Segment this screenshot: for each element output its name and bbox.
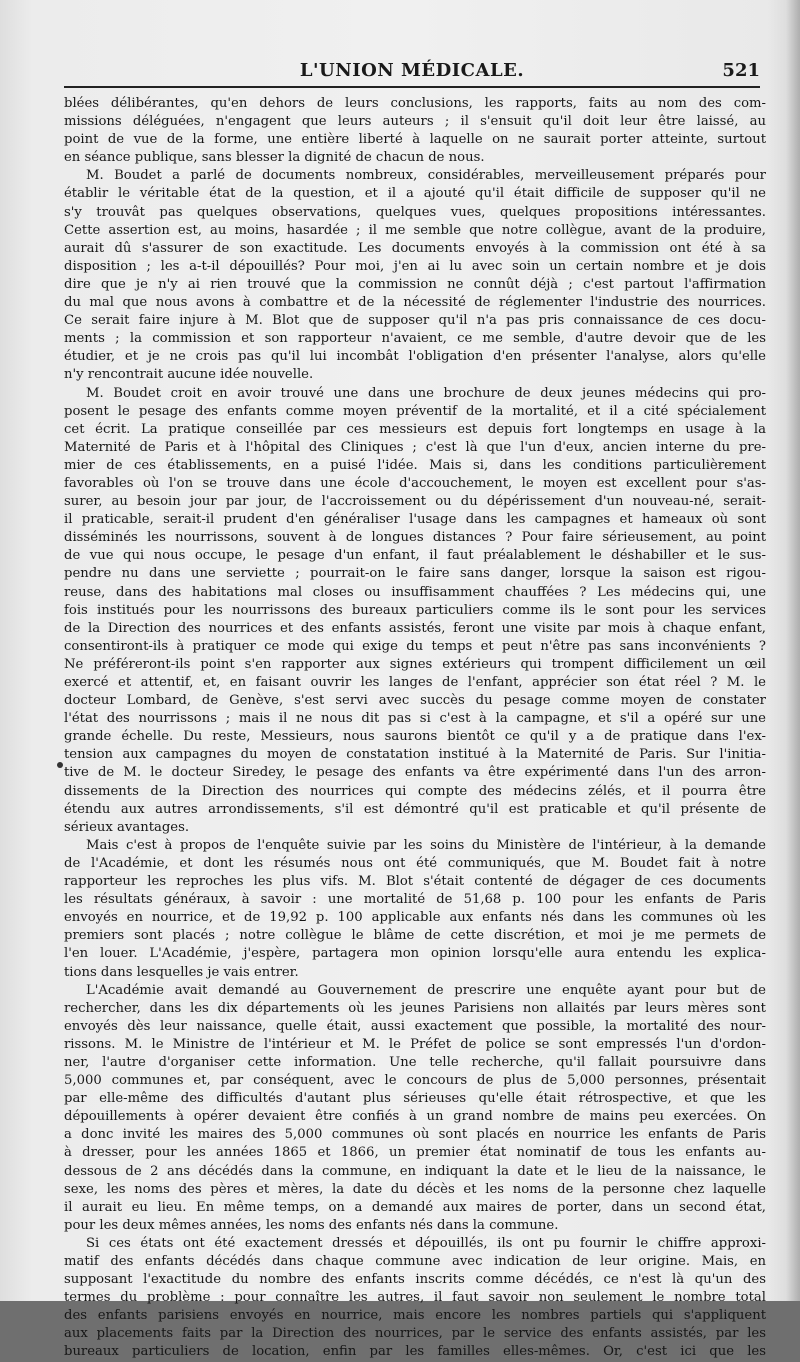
- text-line: tions dans lesquelles je vais entrer.: [64, 964, 299, 980]
- text-line: l'en louer. L'Académie, j'espère, partagera mon opinion lorsqu'elle aura entendu les explica-: [64, 946, 766, 962]
- text-line: envoyés en nourrice, et de 19,92 p. 100 applicable aux enfants nés dans les communes où les: [64, 910, 766, 926]
- text-line: disposition ; les a-t-il dépouillés? Pour moi, j'en ai lu avec soin un certain nombre et je dois: [64, 258, 766, 274]
- text-line: a donc invité les maires des 5,000 communes où sont placés en nourrice les enfants de Paris: [64, 1127, 766, 1143]
- page-edge-shadow: [786, 0, 800, 1301]
- text-line: L'Académie avait demandé au Gouvernement de prescrire une enquête ayant pour but de: [86, 982, 766, 998]
- text-line: établir le véritable état de la question, et il a ajouté qu'il était difficile de supposer qu'il ne: [64, 186, 766, 202]
- text-line: aurait dû s'assurer de son exactitude. Les documents envoyés à la commission ont été à sa: [64, 240, 766, 256]
- text-line: missions déléguées, n'engagent que leurs auteurs ; il s'ensuit qu'il doit leur être laissé, au: [64, 114, 766, 130]
- text-line: il praticable, serait-il prudent d'en généraliser l'usage dans les campagnes et hameaux où sont: [64, 512, 766, 528]
- text-line: dissements de la Direction des nourrices qui compte des médecins zélés, et il pourra être: [64, 783, 766, 799]
- text-line: s'y trouvât pas quelques observations, quelques vues, quelques propositions intéressantes.: [64, 204, 766, 220]
- text-line: rechercher, dans les dix départements où les jeunes Parisiens non allaités par leurs mères sont: [64, 1000, 766, 1016]
- text-line: Ne préféreront-ils point s'en rapporter aux signes extérieurs qui trompent difficilement un œil: [64, 656, 766, 672]
- text-line: blées délibérantes, qu'en dehors de leurs conclusions, les rapports, faits au nom des com-: [64, 96, 766, 111]
- text-line: par elle-même des difficultés d'autant plus sérieuses qu'elle était rétrospective, et que les: [64, 1091, 766, 1107]
- text-line: étendu aux autres arrondissements, s'il est démontré qu'il est praticable et qu'il présente de: [64, 801, 766, 817]
- text-line: dire que je n'y ai rien trouvé que la commission ne connût déjà ; c'est partout l'affirmation: [64, 276, 766, 292]
- text-line: des enfants parisiens envoyés en nourrice, mais encore les nombres partiels qui s'appliquent: [64, 1308, 766, 1324]
- text-line: ments ; la commission et son rapporteur n'avaient, ce me semble, d'autre devoir que de les: [64, 331, 766, 347]
- text-line: de l'Académie, et dont les résumés nous ont été communiqués, que M. Boudet fait à notre: [64, 855, 766, 871]
- text-line: envoyés dès leur naissance, quelle était, aussi exactement que possible, la mortalité des nour-: [64, 1018, 766, 1034]
- text-line: termes du problème : pour connaître les autres, il faut savoir non seulement le nombre total: [64, 1290, 766, 1306]
- page-number: 521: [722, 60, 760, 81]
- text-line: il aurait eu lieu. En même temps, on a demandé aux maires de porter, dans un second état,: [64, 1199, 766, 1215]
- text-line: l'état des nourrissons ; mais il ne nous dit pas si c'est à la campagne, et s'il a opéré sur une: [64, 711, 766, 727]
- text-line: Cette assertion est, au moins, hasardée ; il me semble que notre collègue, avant de la produire,: [64, 222, 766, 238]
- text-line: fois institués pour les nourrissons des bureaux particuliers comme ils le sont pour les services: [64, 602, 766, 618]
- text-line: Si ces états ont été exactement dressés et dépouillés, ils ont pu fournir le chiffre approxi-: [86, 1235, 766, 1251]
- text-line: en séance publique, sans blesser la dignité de chacun de nous.: [64, 150, 485, 166]
- text-line: ner, l'autre d'organiser cette information. Une telle recherche, qu'il fallait poursuivre dans: [64, 1054, 766, 1070]
- text-line: n'y rencontrait aucune idée nouvelle.: [64, 367, 314, 383]
- text-line: point de vue de la forme, une entière liberté à laquelle on ne saurait porter atteinte, surtout: [64, 132, 766, 148]
- page-header: [64, 60, 760, 88]
- text-line: Maternité de Paris et à l'hôpital des Cliniques ; c'est là que l'un d'eux, ancien interne du pre-: [64, 439, 766, 455]
- text-line: reuse, dans des habitations mal closes ou insuffisamment chauffées ? Les médecins qui, une: [64, 584, 766, 600]
- text-line: les résultats généraux, à savoir : une mortalité de 51,68 p. 100 pour les enfants de Paris: [64, 892, 766, 908]
- text-line: pour les deux mêmes années, les noms des enfants nés dans la commune.: [64, 1217, 559, 1233]
- text-line: du mal que nous avons à combattre et de la nécessité de réglementer l'industrie des nourrices.: [64, 295, 766, 311]
- text-line: exercé et attentif, et, en faisant ouvrir les langes de l'enfant, apprécier son état réel ? M. le: [64, 675, 766, 690]
- text-line: posent le pesage des enfants comme moyen préventif de la mortalité, et il a cité spécialement: [64, 403, 766, 419]
- text-line: supposant l'exactitude du nombre des enfants inscrits comme décédés, ce n'est là qu'un des: [64, 1272, 766, 1288]
- text-line: Mais c'est à propos de l'enquête suivie par les soins du Ministère de l'intérieur, à la demande: [86, 837, 766, 853]
- text-line: docteur Lombard, de Genève, s'est servi avec succès du pesage comme moyen de constater: [64, 693, 766, 709]
- text-line: dessous de 2 ans décédés dans la commune, en indiquant la date et le lieu de la naissance, le: [64, 1163, 766, 1179]
- text-line: 5,000 communes et, par conséquent, avec le concours de plus de 5,000 personnes, présentait: [64, 1073, 766, 1089]
- margin-dot-mark: [57, 762, 63, 768]
- text-line: pendre nu dans une serviette ; pourrait-on le faire sans danger, lorsque la saison est rigou-: [64, 566, 766, 582]
- body-text: [64, 95, 766, 1362]
- text-line: de vue qui nous occupe, le pesage d'un enfant, il faut préalablement le déshabiller et le sus-: [64, 548, 766, 564]
- text-line: aux placements faits par la Direction des nourrices, par le service des enfants assistés, par les: [64, 1326, 766, 1342]
- text-line: bureaux particuliers de location, enfin par les familles elles-mêmes. Or, c'est ici que les: [64, 1344, 766, 1360]
- text-line: sexe, les noms des pères et mères, la date du décès et les noms de la personne chez laquelle: [64, 1181, 766, 1197]
- text-line: de la Direction des nourrices et des enfants assistés, feront une visite par mois à chaque enfant,: [64, 620, 766, 636]
- text-line: étudier, et je ne crois pas qu'il lui incombât l'obligation d'en présenter l'analyse, alors qu'elle: [64, 349, 766, 365]
- text-line: dépouillements à opérer devaient être confiés à un grand nombre de mains peu exercées. On: [64, 1109, 766, 1125]
- text-line: M. Boudet a parlé de documents nombreux, considérables, merveilleusement préparés pour: [86, 168, 766, 184]
- text-line: disséminés les nourrissons, souvent à de longues distances ? Pour faire sérieusement, au point: [64, 530, 766, 546]
- text-line: Ce serait faire injure à M. Blot que de supposer qu'il n'a pas pris connaissance de ces docu-: [64, 313, 766, 329]
- text-line: matif des enfants décédés dans chaque commune avec indication de leur origine. Mais, en: [64, 1254, 766, 1269]
- text-line: sérieux avantages.: [64, 819, 190, 835]
- running-title: L'UNION MÉDICALE.: [299, 60, 525, 81]
- text-line: surer, au besoin jour par jour, de l'accroissement ou du dépérissement d'un nouveau-né, serait-: [64, 494, 766, 510]
- text-line: mier de ces établissements, en a puisé l'idée. Mais si, dans les conditions particulièrement: [64, 457, 766, 473]
- text-line: cet écrit. La pratique conseillée par ces messieurs est depuis fort longtemps en usage à la: [64, 421, 766, 437]
- text-line: tive de M. le docteur Siredey, le pesage des enfants va être expérimenté dans l'un des arron-: [64, 765, 766, 781]
- text-line: tension aux campagnes du moyen de constatation institué à la Maternité de Paris. Sur l'initia-: [64, 747, 766, 763]
- text-line: rissons. M. le Ministre de l'intérieur et M. le Préfet de police se sont empressés l'un d'ordon-: [64, 1036, 766, 1052]
- text-line: grande échelle. Du reste, Messieurs, nous saurons bientôt ce qu'il y a de pratique dans l'ex-: [64, 729, 766, 745]
- text-line: favorables où l'on se trouve dans une école d'accouchement, le moyen est excellent pour s'as-: [64, 475, 766, 491]
- text-line: M. Boudet croit en avoir trouvé une dans une brochure de deux jeunes médecins qui pro-: [86, 385, 766, 401]
- text-line: premiers sont placés ; notre collègue le blâme de cette discrétion, et moi je me permets de: [64, 928, 766, 944]
- text-line: à dresser, pour les années 1865 et 1866, un premier état nominatif de tous les enfants au-: [64, 1145, 766, 1161]
- text-line: consentiront-ils à pratiquer ce mode qui exige du temps et peut n'être pas sans inconvénients ?: [64, 638, 766, 654]
- text-line: rapporteur les reproches les plus vifs. M. Blot s'était contenté de dégager de ces documents: [64, 874, 766, 890]
